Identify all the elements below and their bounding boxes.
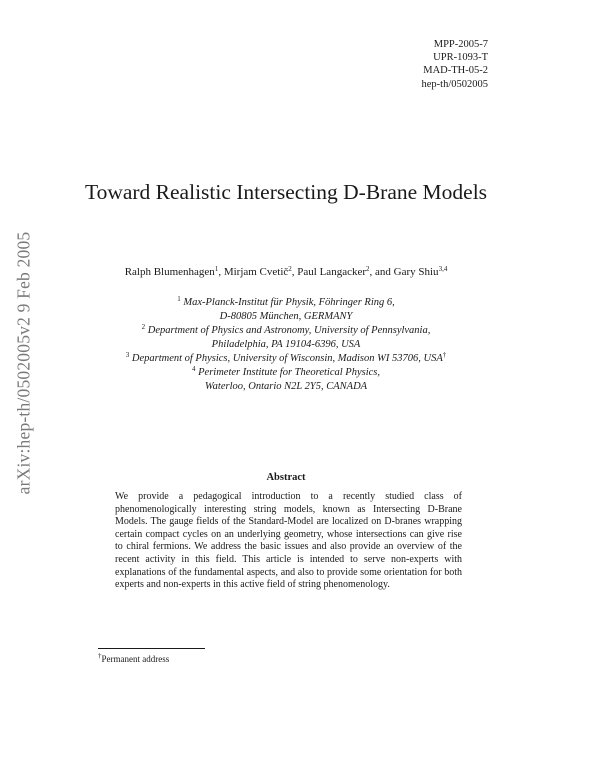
affiliation-list	[0, 296, 572, 394]
abstract-heading: Abstract	[266, 472, 306, 483]
affiliation-number: 2	[141, 323, 146, 331]
footnote	[98, 654, 169, 664]
affiliation-line: Max-Planck-Institut für Physik, Föhringer Ring 6,	[183, 297, 395, 308]
author-separator: , and	[369, 266, 394, 278]
affiliation-number: 1	[177, 295, 181, 303]
abstract-text: We provide a pedagogical introduction to a recently studied class of phenomenologically interesting string models, known as Intersecting D-Brane Models. The gauge fields of the Standard-Model are localized on D-branes wrapping certain compact cycles on an underlying geometry, whose intersections can give rise to chiral fermions. We address the basic issues and also provide an overview of the recent activity in this field. This article is intended to serve non-experts with explanations of the fundamental aspects, and also to provide some orientation for both experts and non-experts in this active field of string phenomenology.	[115, 491, 462, 591]
author-name: Mirjam Cvetič	[223, 266, 289, 278]
report-number: hep-th/0502005	[421, 78, 488, 90]
arxiv-identifier: arXiv:hep-th/0502005v2 9 Feb 2005	[13, 231, 34, 495]
affiliation-line: Philadelphia, PA 19104-6396, USA	[211, 339, 361, 350]
report-number: MAD-TH-05-2	[423, 65, 488, 77]
footnote-mark: †	[98, 652, 102, 660]
affiliation-line: Waterloo, Ontario N2L 2Y5, CANADA	[204, 381, 368, 392]
report-number: UPR-1093-T	[433, 52, 488, 64]
author-affiliation-mark: 2	[366, 265, 370, 273]
affiliation-number: 3	[125, 351, 130, 359]
dagger-mark: †	[442, 351, 447, 359]
author-affiliation-mark: 1	[214, 265, 219, 273]
author-name: Ralph Blumenhagen	[124, 266, 215, 278]
affiliation-line: Department of Physics, University of Wisconsin, Madison WI 53706, USA	[131, 353, 443, 364]
author-separator: ,	[218, 266, 224, 278]
author-name: Gary Shiu	[393, 266, 439, 278]
author-affiliation-mark: 3,4	[438, 265, 448, 273]
affiliation	[0, 352, 572, 366]
affiliation-line: Department of Physics and Astronomy, University of Pennsylvania,	[147, 325, 431, 336]
affiliation-line: Perimeter Institute for Theoretical Physics,	[198, 367, 380, 378]
footnote-text: Permanent address	[101, 654, 170, 664]
paper-title: Toward Realistic Intersecting D-Brane Models	[84, 180, 488, 204]
affiliation-line: D-80805 München, GERMANY	[219, 311, 353, 322]
footnote-divider	[98, 648, 205, 649]
affiliation-number: 4	[192, 365, 196, 373]
report-numbers	[422, 38, 489, 91]
affiliation	[0, 296, 572, 324]
author-name: Paul Langacker	[297, 266, 366, 278]
report-number: MPP-2005-7	[433, 39, 488, 50]
affiliation	[0, 324, 572, 352]
affiliation	[0, 366, 572, 394]
author-separator: ,	[291, 266, 298, 278]
author-list	[0, 266, 572, 278]
author-affiliation-mark: 2	[288, 265, 292, 273]
